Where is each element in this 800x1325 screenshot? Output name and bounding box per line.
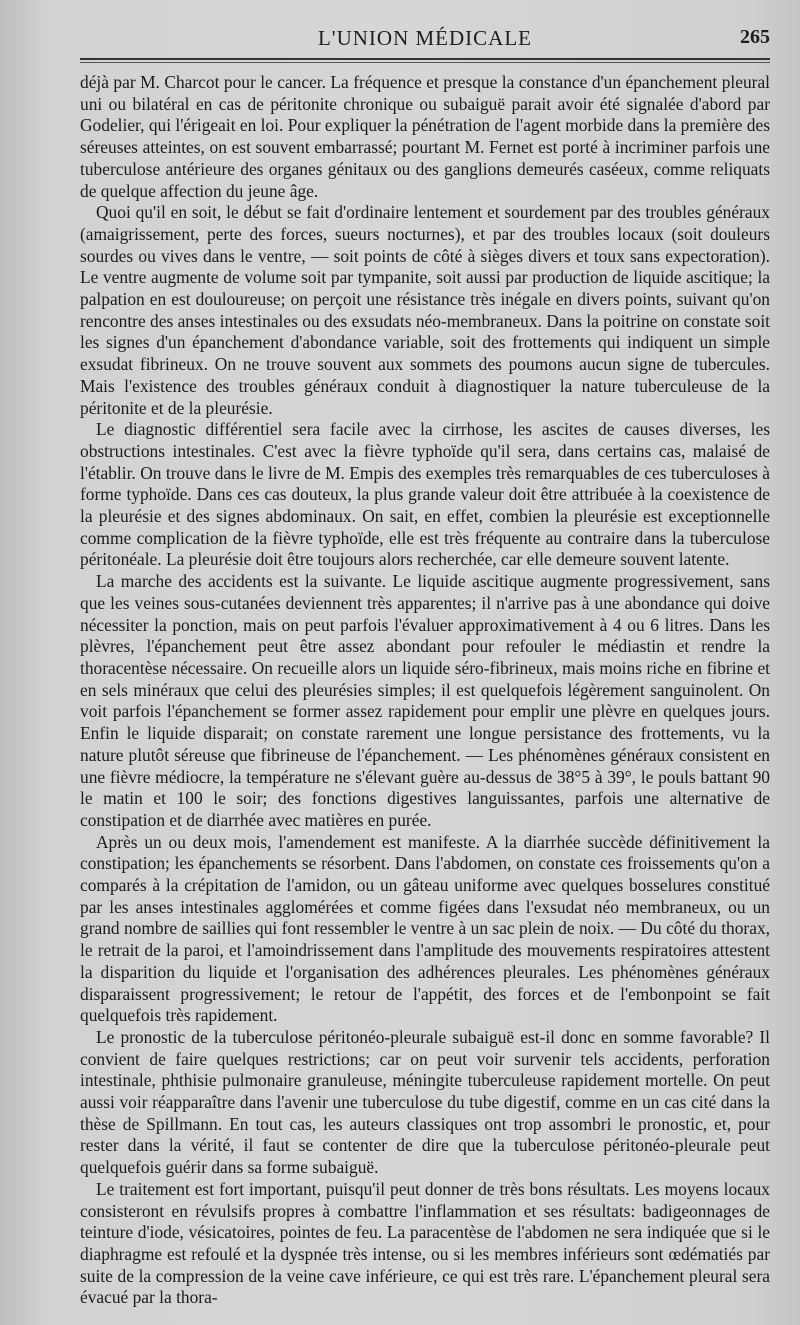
paragraph: Le traitement est fort important, puisqu'il peut donner de très bons résultats. Les moyens locaux consisteront en révulsifs propres à combattre l'inflammation et ses résultats: badigeonnages de teinture d'iode, vésicatoires, pointes de feu. La paracentèse de l'abdomen ne sera indiquée que si le diaphragme est refoulé et la dyspnée très intense, ou si les membres inférieurs sont œdématiés par suite de la compression de la veine cave inférieure, ce qui est très rare. L'épanchement pleural sera évacué par la thora- (80, 1178, 770, 1308)
header-rule-thin (80, 62, 770, 63)
page-header (80, 22, 770, 52)
paragraph: Le pronostic de la tuberculose péritonéo-pleurale subaiguë est-il donc en somme favorable? Il convient de faire quelques restrictions; car on peut voir survenir tels accidents, perforation intestinale, phthisie pulmonaire granuleuse, méningite tuberculeuse rapidement mortelle. On peut aussi voir réapparaître dans l'avenir une tuberculose du tube digestif, comme en un cas cité dans la thèse de Spillmann. En tout cas, les auteurs classiques ont trop assombri le pronostic, et, pour rester dans la vérité, il faut se contenter de dire que la tuberculose péritonéo-pleurale peut quelquefois guérir dans sa forme subaiguë. (80, 1026, 770, 1178)
paragraph: Après un ou deux mois, l'amendement est manifeste. A la diarrhée succède définitivement la constipation; les épanchements se résorbent. Dans l'abdomen, on constate ces froissements qu'on a comparés à la crépitation de l'amidon, ou un gâteau uniforme avec quelques bosselures constitué par les anses intestinales agglomérées et comme figées dans l'exsudat néo membraneux, ou un grand nombre de saillies qui font ressembler le ventre à un sac plein de noix. — Du côté du thorax, le retrait de la paroi, et l'amoindrissement dans l'amplitude des mouvements respiratoires attestent la disparition du liquide et l'organisation des adhérences pleurales. Les phénomènes généraux disparaissent progressivement; le retour de l'appétit, des forces et de l'embonpoint se fait quelquefois très rapidement. (80, 831, 770, 1026)
paragraph: La marche des accidents est la suivante. Le liquide ascitique augmente progressivement, sans que les veines sous-cutanées deviennent très apparentes; il n'arrive pas à une abondance qui doive nécessiter la ponction, mais on peut parfois l'évaluer approximativement à 4 ou 6 litres. Dans les plèvres, l'épanchement peut être assez abondant pour refouler le médiastin et rendre la thoracentèse nécessaire. On recueille alors un liquide séro-fibrineux, mais moins riche en fibrine et en sels minéraux que celui des pleurésies simples; il est quelquefois légèrement sanguinolent. On voit parfois l'épanchement se former assez rapidement pour emplir une plèvre en quelques jours. Enfin le liquide disparait; on constate rarement une longue persistance des frottements, vu la nature plutôt séreuse que fibrineuse de l'épanchement. — Les phénomènes généraux consistent en une fièvre médiocre, la température ne s'élevant guère au-dessus de 38°5 à 39°, le pouls battant 90 le matin et 100 le soir; des fonctions digestives languissantes, parfois une alternative de constipation et de diarrhée avec matières en purée. (80, 571, 770, 830)
running-title: L'UNION MÉDICALE (317, 26, 532, 50)
page-number: 265 (740, 26, 770, 48)
paragraph: Quoi qu'il en soit, le début se fait d'ordinaire lentement et sourdement par des troubles généraux (amaigrissement, perte des forces, sueurs nocturnes), et par des troubles locaux (soit douleurs sourdes ou vives dans le ventre, — soit points de côté à sièges divers et toux sans expectoration). Le ventre augmente de volume soit par tympanite, soit aussi par production de liquide ascitique; la palpation en est douloureuse; on perçoit une résistance très inégale en divers points, suivant qu'on rencontre des anses intestinales ou des exsudats néo-membraneux. Dans la poitrine on constate soit les signes d'un épanchement d'abondance variable, soit des frottements qui indiquent un simple exsudat fibrineux. On ne trouve souvent aux sommets des poumons aucun signe de tubercules. Mais l'existence des troubles généraux conduit à diagnostiquer la nature tuberculeuse de la péritonite et de la pleurésie. (80, 202, 770, 418)
body-text (80, 72, 770, 1309)
paragraph: déjà par M. Charcot pour le cancer. La fréquence et presque la constance d'un épanchement pleural uni ou bilatéral en cas de péritonite chronique ou subaiguë parait avoir été signalée d'abord par Godelier, qui l'érigeait en loi. Pour expliquer la pénétration de l'agent morbide dans la première des séreuses atteintes, on est souvent embarrassé; pourtant M. Fernet est porté à incriminer parfois une tuberculose antérieure des organes génitaux ou des ganglions demeurés caséeux, comme reliquats de quelque affection du jeune âge. (80, 72, 770, 201)
paragraph: Le diagnostic différentiel sera facile avec la cirrhose, les ascites de causes diverses, les obstructions intestinales. C'est avec la fièvre typhoïde qu'il sera, dans certains cas, malaisé de l'établir. On trouve dans le livre de M. Empis des exemples très remarquables de ces tuberculoses à forme typhoïde. Dans ces cas douteux, la plus grande valeur doit être attribuée à la coexistence de la pleurésie et des signes abdominaux. On sait, en effet, combien la pleurésie est exceptionnelle comme complication de la fièvre typhoïde, elle est très fréquente au contraire dans la tuberculose péritonéale. La pleurésie doit être toujours alors recherchée, car elle demeure souvent latente. (80, 419, 770, 570)
header-rule (80, 58, 770, 60)
